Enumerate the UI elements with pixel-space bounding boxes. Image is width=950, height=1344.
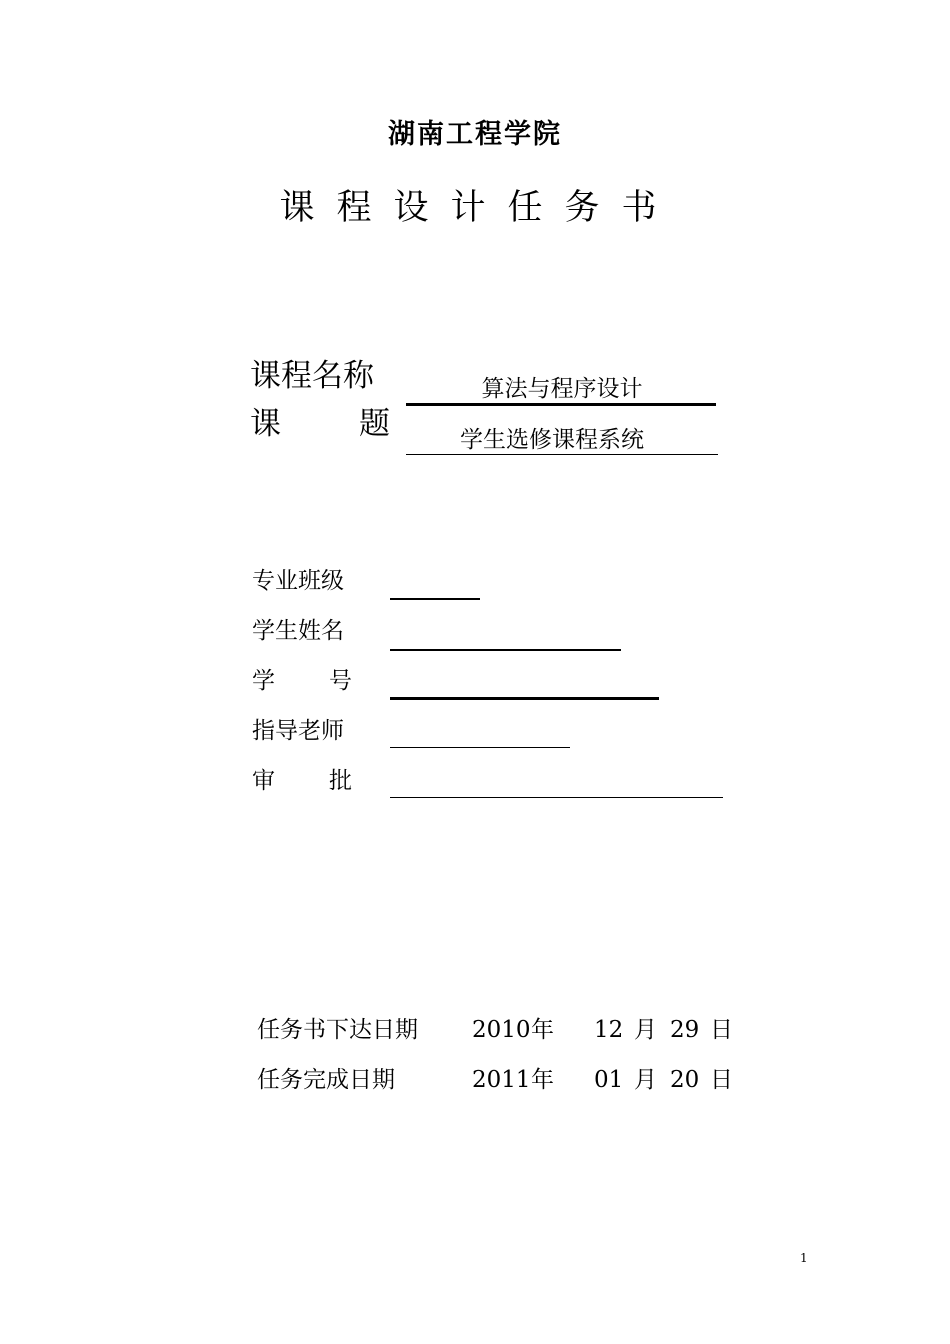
student-name-label: 学生姓名 — [252, 618, 344, 644]
issued-date-label: 任务书下达日期 — [257, 1017, 418, 1043]
student-name-underline — [390, 649, 621, 651]
completed-year: 2011 — [472, 1067, 531, 1093]
approval-label-char-2: 批 — [329, 768, 352, 794]
student-id-label-char-2: 号 — [329, 668, 352, 694]
topic-label-char-2: 题 — [359, 406, 390, 442]
student-id-label-char-1: 学 — [252, 668, 275, 694]
school-name: 湖南工程学院 — [388, 119, 562, 150]
topic-label-char-1: 课 — [250, 406, 281, 442]
student-id-underline — [390, 697, 659, 700]
topic-value: 学生选修课程系统 — [460, 427, 644, 453]
completed-day: 20 — [670, 1067, 700, 1093]
completed-month-unit: 月 — [634, 1067, 657, 1093]
completed-year-unit: 年 — [531, 1067, 554, 1093]
issued-year: 2010 — [472, 1017, 531, 1043]
course-name-value: 算法与程序设计 — [481, 376, 643, 402]
topic-label — [250, 404, 390, 444]
student-id-label — [252, 666, 352, 696]
approval-label-char-1: 审 — [252, 768, 275, 794]
course-name-label: 课程名称 — [250, 358, 374, 394]
course-name-underline — [406, 403, 716, 406]
issued-month: 12 — [594, 1017, 624, 1043]
approval-underline — [390, 797, 723, 798]
completed-date-label: 任务完成日期 — [257, 1067, 395, 1093]
advisor-label: 指导老师 — [252, 718, 344, 744]
advisor-underline — [390, 747, 570, 748]
issued-day: 29 — [670, 1017, 700, 1043]
issued-day-unit: 日 — [710, 1017, 733, 1043]
document-title: 课程设计任务书 — [279, 188, 679, 228]
completed-day-unit: 日 — [710, 1067, 733, 1093]
completed-month: 01 — [594, 1067, 624, 1093]
approval-label — [252, 766, 352, 796]
issued-month-unit: 月 — [634, 1017, 657, 1043]
major-class-label: 专业班级 — [252, 568, 344, 594]
page-number: 1 — [800, 1251, 808, 1265]
topic-underline — [406, 454, 718, 455]
issued-year-unit: 年 — [531, 1017, 554, 1043]
major-class-underline — [390, 598, 480, 600]
